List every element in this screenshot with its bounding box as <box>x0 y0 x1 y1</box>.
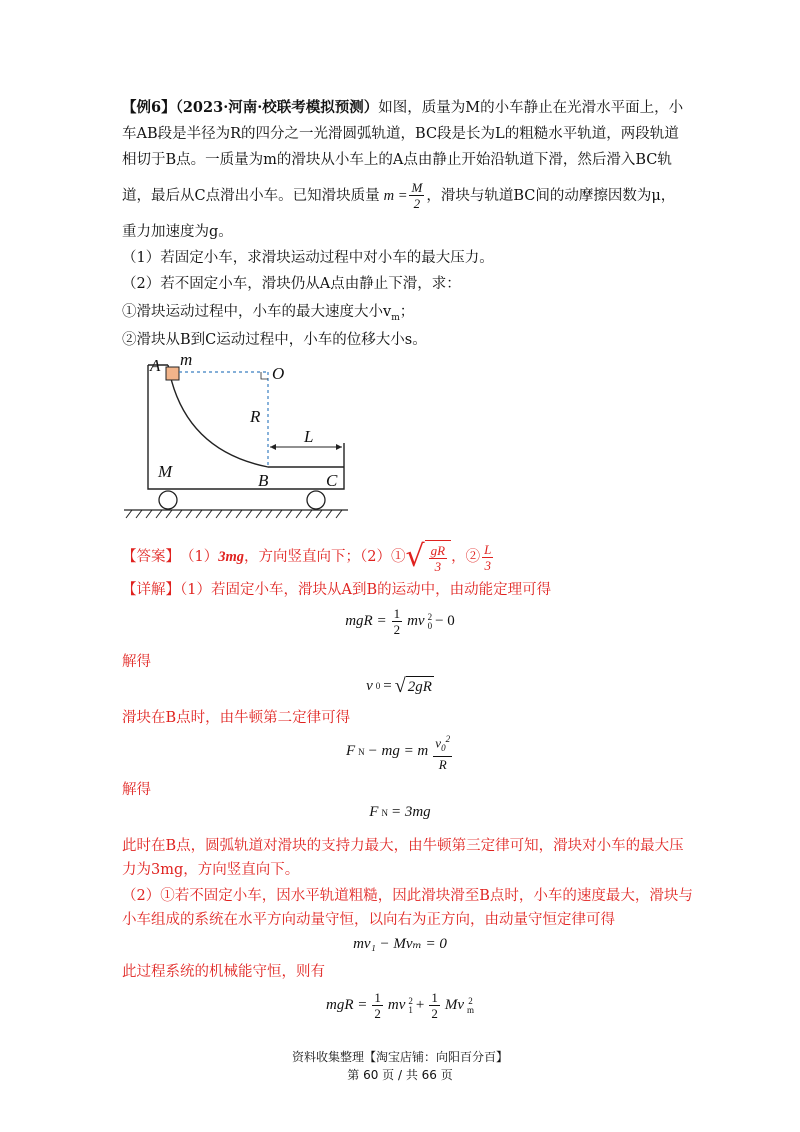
question-2a: ①滑块运动过程中，小车的最大速度大小$v_m$； <box>122 304 415 323</box>
solution-line-2: 滑块在B点时，由牛顿第二定律可得 <box>122 710 351 726</box>
problem-text: ，滑块与轨道BC间的动摩擦因数为μ， <box>426 187 676 204</box>
cart-track-diagram <box>118 355 348 523</box>
cart-outline <box>148 365 344 489</box>
jiede-1: 解得 <box>122 654 151 670</box>
left-wheel <box>159 491 177 509</box>
label-A: A <box>150 356 161 375</box>
solution-line-5: 此过程系统的机械能守恒，则有 <box>122 964 325 980</box>
label-L: L <box>304 427 314 446</box>
label-R: R <box>250 407 261 426</box>
solution-line-1: 【详解】（1）若固定小车，滑块从A到B的运动中，由动能定理可得 <box>122 582 552 598</box>
example-label: 【例6】 <box>122 99 176 116</box>
answer-2a-sqrt: √ $\frac{gR}{3}$ <box>406 540 452 574</box>
math-m: m = <box>383 187 408 204</box>
page-number: 第 60 页 / 共 66 页 <box>347 1068 453 1082</box>
slider-block <box>166 367 179 380</box>
fraction-m-over-2: $\frac{M}{2}$ <box>411 180 423 211</box>
answer-2b-fraction: $\frac{L}{3}$ <box>484 541 492 573</box>
solution-line-3a: 此时在B点，圆弧轨道对滑块的支持力最大，由牛顿第三定律可知，滑块对小车的最大压 <box>122 838 684 854</box>
ground-hatching <box>126 510 342 518</box>
solution-line-3b: 力为3mg，方向竖直向下。 <box>122 862 300 878</box>
problem-source: （2023·河南·校联考模拟预测） <box>175 99 379 116</box>
label-M: M <box>158 462 173 481</box>
equation-4: F N = 3mg <box>369 804 431 820</box>
equation-6: mgR = $\frac{1}{2}$ mv 2 1 + $\frac{1}{2}$ Mv 2 m <box>325 990 474 1021</box>
footer-source: 资料收集整理【淘宝店铺：向阳百分百】 <box>291 1050 508 1064</box>
solution-line-4b: 小车组成的系统在水平方向动量守恒，以向右为正方向，由动量守恒定律可得 <box>122 912 615 928</box>
question-2b: ②滑块从B到C运动过程中，小车的位移大小s。 <box>122 332 427 348</box>
jiede-2: 解得 <box>122 782 151 798</box>
label-O: O <box>272 364 285 383</box>
label-m: m <box>180 355 193 369</box>
label-B: B <box>258 471 269 490</box>
equation-2: v 0 = √ 2gR <box>366 675 432 697</box>
answer-tag: 【答案】 <box>122 549 180 565</box>
question-2: （2）若不固定小车，滑块仍从A点由静止下滑，求： <box>122 276 461 292</box>
right-angle-mark <box>261 372 268 379</box>
problem-line-3: 相切于B点。一质量为m的滑块从小车上的A点由静止开始沿轨道下滑，然后滑入BC轨 <box>122 152 672 168</box>
answer-line: 【答案】 （1） 3mg ，方向竖直向下；（2）① √ $\frac{gR}{3}$ ，② $\frac{L}{3}$ <box>122 539 492 574</box>
problem-line-4 <box>122 180 675 211</box>
equation-3: F N − mg = m $\frac{v_0^2}{R}$ <box>345 734 451 772</box>
solution-tag: 【详解】 <box>122 582 180 598</box>
problem-line-2: 车AB段是半径为R的四分之一光滑圆弧轨道，BC段是长为L的粗糙水平轨道，两段轨道 <box>122 126 679 142</box>
question-1: （1）若固定小车，求滑块运动过程中对小车的最大压力。 <box>122 250 494 266</box>
equation-5: mv₁ − Mvₘ = 0 <box>353 936 447 952</box>
right-wheel <box>307 491 325 509</box>
equation-1: mgR = $\frac{1}{2}$ mv 2 0 − 0 <box>345 606 455 637</box>
problem-line-1 <box>122 98 683 118</box>
solution-line-4a: （2）①若不固定小车，因水平轨道粗糙，因此滑块滑至B点时，小车的速度最大，滑块与 <box>122 888 693 904</box>
problem-text: 如图，质量为M的小车静止在光滑水平面上，小 <box>378 100 684 116</box>
problem-line-5: 重力加速度为g。 <box>122 224 233 240</box>
answer-1-value: 3mg <box>218 549 245 565</box>
problem-text: 道，最后从C点滑出小车。已知滑块质量 <box>122 187 380 204</box>
label-C: C <box>326 471 338 490</box>
